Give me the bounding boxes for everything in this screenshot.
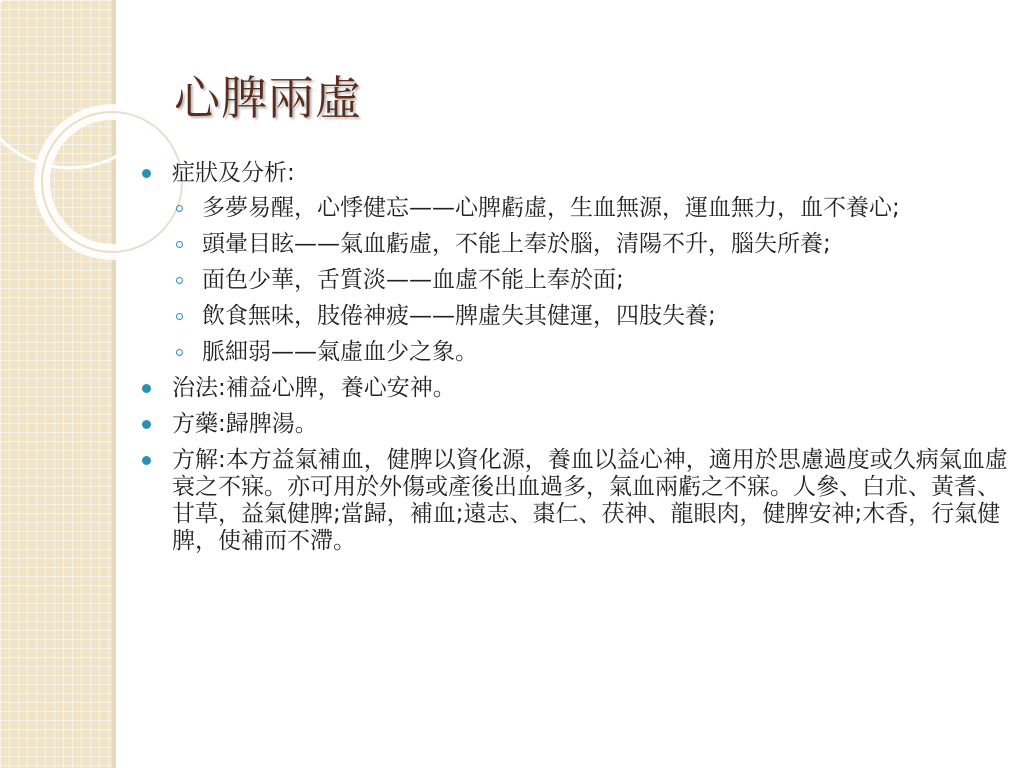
bullet-list — [140, 160, 1010, 555]
sub-bullet-text: 脈細弱——氣虛血少之象。 — [202, 339, 478, 365]
bullet-item-symptoms — [140, 160, 1010, 366]
bullet-text: 方解:本方益氣補血，健脾以資化源，養血以益心神，適用於思慮過度或久病氣血虛衰之不寐。亦可用於外傷或產後出血過多，氣血兩虧之不寐。人參、白朮、黃耆、甘草，益氣健脾;當歸，補血;遠志、棗仁、茯神、龍眼肉，健脾安神;木香，行氣健脾，使補而不滯。 — [172, 447, 1008, 554]
bullet-dot-icon — [142, 384, 151, 393]
bullet-ring-icon — [176, 277, 183, 284]
bullet-item-formula — [140, 411, 1010, 438]
bullet-dot-icon — [142, 169, 151, 178]
bullet-text: 治法:補益心脾，養心安神。 — [172, 375, 456, 401]
sub-bullet-text: 面色少華，舌質淡——血虛不能上奉於面; — [202, 267, 624, 293]
sub-bullet-text: 飲食無味，肢倦神疲——脾虛失其健運，四肢失養; — [202, 303, 716, 329]
bullet-dot-icon — [142, 420, 151, 429]
bullet-text: 方藥:歸脾湯。 — [172, 411, 318, 437]
sub-bullet-text: 多夢易醒，心悸健忘——心脾虧虛，生血無源，運血無力，血不養心; — [202, 195, 900, 221]
bullet-item-explanation — [140, 447, 1010, 555]
decorative-grid-panel — [0, 0, 112, 768]
bullet-ring-icon — [176, 349, 183, 356]
slide-content — [140, 160, 1010, 564]
sub-bullet-item — [172, 231, 1010, 258]
sub-bullet-item — [172, 195, 1010, 222]
bullet-dot-icon — [142, 456, 151, 465]
bullet-ring-icon — [176, 205, 183, 212]
bullet-item-treatment — [140, 375, 1010, 402]
bullet-ring-icon — [176, 241, 183, 248]
sub-bullet-text: 頭暈目眩——氣血虧虛，不能上奉於腦，清陽不升，腦失所養; — [202, 231, 831, 257]
sub-bullet-list — [172, 195, 1010, 366]
sub-bullet-item — [172, 303, 1010, 330]
bullet-ring-icon — [176, 313, 183, 320]
sub-bullet-item — [172, 267, 1010, 294]
panel-edge — [112, 0, 116, 768]
bullet-text: 症狀及分析: — [172, 160, 295, 186]
sub-bullet-item — [172, 339, 1010, 366]
slide-title: 心脾兩虛 — [174, 71, 362, 125]
